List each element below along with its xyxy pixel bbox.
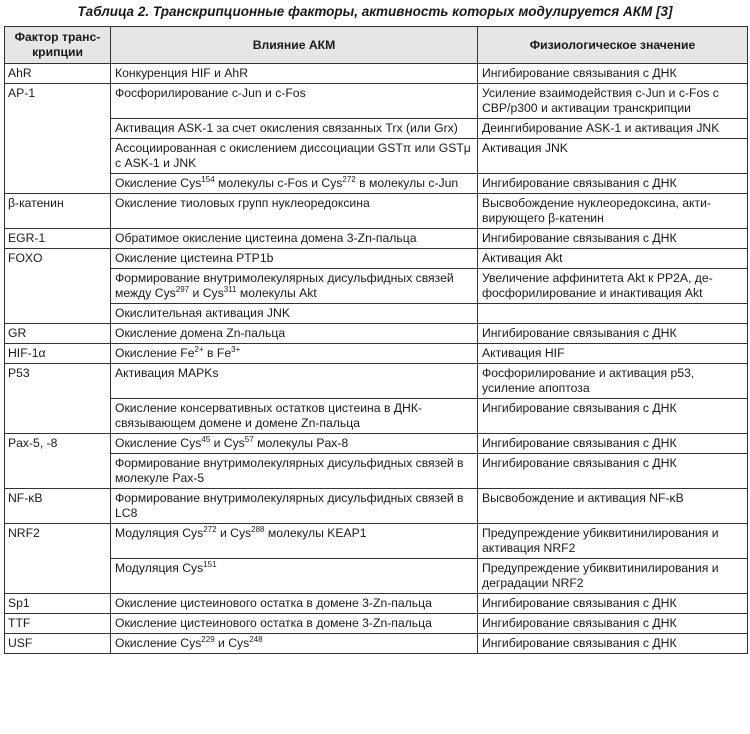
factor-cell: HIF-1α [5,344,111,364]
superscript: 151 [203,559,217,569]
table-row [5,364,748,399]
effect-cell: Окисление консервативных остатков цистеина в ДНК-связывающем домене и домене Zn-пальца [111,399,478,434]
effect-text: Окисление Cys [115,176,202,190]
significance-cell: Ингибирование связывания с ДНК [478,229,748,249]
effect-cell: Окисление цистеинового остатка в домене 3-Zn-пальца [111,594,478,614]
significance-cell: Активация Akt [478,249,748,269]
table-row [5,344,748,364]
effect-cell: Окисление цистеина PTP1b [111,249,478,269]
significance-cell: Ингибирование связывания с ДНК [478,614,748,634]
factor-cell: EGR-1 [5,229,111,249]
factor-cell: NF-κB [5,489,111,524]
effect-cell: Окислительная активация JNK [111,304,478,324]
table-row [5,454,748,489]
effect-text: молекулы c-Fos и Cys [214,176,343,190]
significance-cell: Увеличение аффинитета Akt к PP2A, де-фосфорилирование и инактивация Akt [478,269,748,304]
effect-text: Модуляция Cys [115,526,204,540]
effect-cell: Формирование внутримолекулярных дисульфидных связей в молекуле Pax-5 [111,454,478,489]
effect-text: и Cys [216,526,252,540]
significance-cell: Деингибирование ASK-1 и активация JNK [478,119,748,139]
table-row [5,434,748,454]
significance-cell: Ингибирование связывания с ДНК [478,324,748,344]
effect-cell: Окисление домена Zn-пальца [111,324,478,344]
table-row [5,249,748,269]
table-row [5,324,748,344]
significance-cell: Ингибирование связывания с ДНК [478,434,748,454]
effect-cell [111,434,478,454]
effect-text: в молекулы c-Jun [355,176,459,190]
factor-cell: TTF [5,614,111,634]
effect-cell: Окисление цистеинового остатка в домене 3-Zn-пальца [111,614,478,634]
significance-cell: Ингибирование связывания с ДНК [478,454,748,489]
effect-cell: Конкуренция HIF и AhR [111,64,478,84]
effect-cell [111,174,478,194]
effect-text: Окисление Cys [115,636,202,650]
factor-cell: Sp1 [5,594,111,614]
factor-cell: AP-1 [5,84,111,194]
effect-text: молекулы KEAP1 [264,526,367,540]
effect-cell: Активация MAPKs [111,364,478,399]
effect-cell [111,344,478,364]
factor-cell: β-катенин [5,194,111,229]
header-significance: Физиологическое значение [478,27,748,64]
significance-cell: Ингибирование связывания с ДНК [478,399,748,434]
factor-cell: P53 [5,364,111,434]
effect-cell [111,559,478,594]
significance-cell: Ингибирование связывания с ДНК [478,634,748,654]
effect-cell: Активация ASK-1 за счет окисления связанных Trx (или Grx) [111,119,478,139]
effect-cell: Формирование внутримолекулярных дисульфидных связей в LC8 [111,489,478,524]
header-effect: Влияние АКМ [111,27,478,64]
table-header-row [5,27,748,64]
table-row [5,524,748,559]
superscript: 3+ [231,344,241,354]
table-row [5,399,748,434]
significance-cell [478,304,748,324]
factor-cell: FOXO [5,249,111,324]
table-row [5,304,748,324]
table-row [5,119,748,139]
table-row [5,614,748,634]
header-factor: Фактор транс- крипции [5,27,111,64]
significance-cell: Высвобождение и активация NF-κB [478,489,748,524]
transcription-factors-table [4,26,748,654]
superscript: 272 [203,524,217,534]
table-row [5,269,748,304]
table-caption: Таблица 2. Транскрипционные факторы, активность которых модулируется АКМ [3] [77,4,673,19]
significance-cell: Активация HIF [478,344,748,364]
significance-cell: Предупреждение убиквитинилирования и активация NRF2 [478,524,748,559]
effect-text: Формирование внутримолекулярных дисульфидных связей между Cys [115,271,454,300]
superscript: 2+ [194,344,204,354]
superscript: 288 [251,524,265,534]
table-row [5,84,748,119]
significance-cell: Ингибирование связывания с ДНК [478,64,748,84]
significance-cell: Усиление взаимодействия c-Jun и c-Fos с CBP/p300 и активации транскрипции [478,84,748,119]
table-row [5,174,748,194]
factor-cell: USF [5,634,111,654]
table-row [5,64,748,84]
superscript: 45 [201,434,211,444]
effect-text: и Cys [214,636,250,650]
table-row [5,634,748,654]
effect-text: в Fe [203,346,232,360]
table-row [5,229,748,249]
effect-cell [111,524,478,559]
superscript: 248 [249,634,263,644]
effect-cell [111,634,478,654]
effect-cell: Фосфорилирование c-Jun и c-Fos [111,84,478,119]
superscript: 311 [223,284,237,294]
significance-cell: Фосфорилирование и активация p53, усиление апоптоза [478,364,748,399]
effect-text: Окисление Cys [115,436,202,450]
effect-text: и Cys [210,436,245,450]
significance-cell: Предупреждение убиквитинилирования и деградации NRF2 [478,559,748,594]
effect-text: молекулы Akt [236,286,317,300]
effect-text: молекулы Pax-8 [253,436,349,450]
effect-cell [111,269,478,304]
table-row [5,139,748,174]
table-row [5,594,748,614]
effect-cell: Ассоциированная с окислением диссоциации GSTπ или GSTμ с ASK-1 и JNK [111,139,478,174]
table-row [5,489,748,524]
effect-text: Модуляция Cys [115,561,204,575]
significance-cell: Ингибирование связывания с ДНК [478,174,748,194]
superscript: 272 [342,174,356,184]
factor-cell: AhR [5,64,111,84]
table-row [5,194,748,229]
superscript: 229 [201,634,215,644]
effect-text: и Cys [189,286,224,300]
superscript: 297 [175,284,190,294]
effect-cell: Обратимое окисление цистеина домена 3-Zn-пальца [111,229,478,249]
superscript: 57 [244,434,254,444]
superscript: 154 [201,174,215,184]
factor-cell: Pax-5, -8 [5,434,111,489]
significance-cell: Ингибирование связывания с ДНК [478,594,748,614]
factor-cell: GR [5,324,111,344]
effect-cell: Окисление тиоловых групп нуклеоредоксина [111,194,478,229]
significance-cell: Активация JNK [478,139,748,174]
significance-cell: Высвобождение нуклеоредоксина, акти-вирующего β-катенин [478,194,748,229]
table-row [5,559,748,594]
effect-text: Окисление Fe [115,346,195,360]
factor-cell: NRF2 [5,524,111,594]
